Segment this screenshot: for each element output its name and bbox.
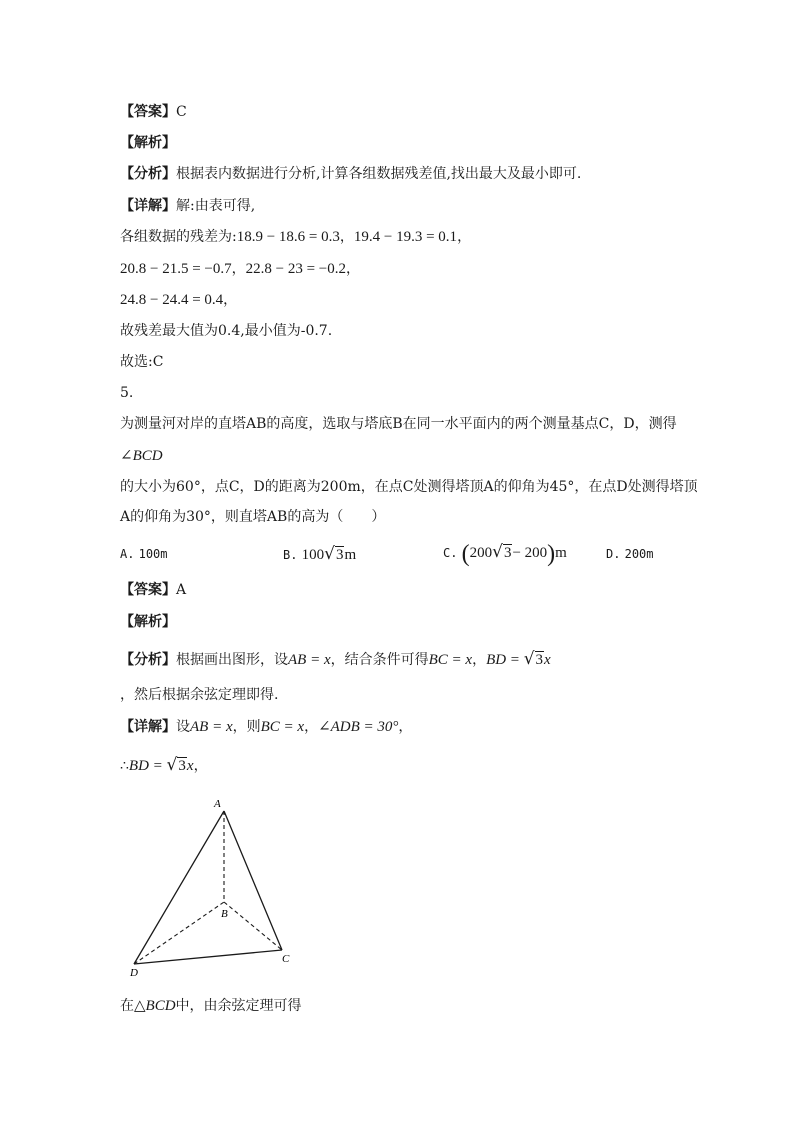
comma-sep-3: ，: [398, 719, 413, 735]
bd-lhs: BD =: [486, 652, 524, 668]
question-stem-line4: A的仰角为30°，则直塔AB的高为（ ）: [120, 509, 386, 525]
detail-tag: 【详解】: [120, 198, 176, 214]
edge-ad: [134, 811, 224, 964]
edge-ac: [224, 811, 282, 950]
bd-x-2: x: [186, 758, 194, 774]
option-d[interactable]: [606, 544, 654, 565]
edge-db: [134, 902, 224, 964]
analysis-text-2c: ，然后根据余弦定理即得.: [120, 687, 279, 703]
question-stem-line1: 为测量河对岸的直塔AB的高度，选取与塔底B在同一水平面内的两个测量基点C，D，测得: [120, 416, 677, 432]
final-line: [120, 996, 302, 1016]
comma-sep-2: ，: [304, 719, 319, 735]
label-a: A: [214, 798, 221, 810]
option-b[interactable]: B. 100√3m: [283, 544, 357, 564]
ab-equals-x-2: AB = x: [190, 719, 233, 735]
option-a-label: A.: [120, 547, 135, 561]
choose-line: [120, 352, 163, 372]
analysis-text: 根据表内数据进行分析,计算各组数据残差值,找出最大及最小即可.: [176, 166, 582, 182]
question-stem-3: [120, 477, 698, 497]
conclusion-text: 故残差最大值为0.4,最小值为-0.7.: [120, 323, 333, 339]
option-b-coef: 100: [301, 547, 325, 563]
label-b: B: [221, 908, 228, 920]
choose-text: 故选:C: [120, 354, 164, 370]
edge-dc: [134, 950, 282, 964]
residual-line-1: 各组数据的残差为:18.9 − 18.6 = 0.3，19.4 − 19.3 = 0.1，: [120, 229, 472, 245]
triangle-bcd: △BCD: [134, 998, 176, 1014]
final-text-1: 在: [120, 998, 134, 1014]
option-c-b: − 200: [512, 545, 548, 561]
bd-lhs-2: BD =: [128, 758, 167, 774]
detail-line-2: [120, 717, 412, 737]
question-number: [120, 383, 133, 403]
comma-sep: ，: [472, 652, 487, 668]
analysis-text-2a: 根据画出图形，设: [176, 652, 288, 668]
analysis-text-2b: ，结合条件可得: [330, 652, 429, 668]
analysis-line-2-cont: [120, 685, 278, 705]
analysis-line-2: 【分析】根据画出图形，设AB = x，结合条件可得BC = x，BD = √3x: [120, 649, 551, 669]
option-a[interactable]: [120, 544, 168, 565]
tetrahedron-figure: [118, 792, 318, 982]
detail-line-1: [120, 196, 255, 216]
question-stem-1: [120, 414, 677, 434]
option-c-radicand: 3: [503, 545, 512, 561]
analysis-heading-tag-2: 【解析】: [120, 614, 176, 630]
option-c[interactable]: C. (200√3− 200)m: [443, 541, 567, 567]
residual-line-2: 20.8 − 21.5 = −0.7，22.8 − 23 = −0.2，: [120, 261, 361, 277]
answer-tag: 【答案】: [120, 104, 176, 120]
option-b-unit: m: [344, 547, 357, 563]
residual-line-3: 24.8 − 24.4 = 0.4，: [120, 292, 238, 308]
analysis-heading-1: [120, 133, 176, 153]
equation-2: 19.4 − 19.3 = 0.1: [353, 229, 458, 245]
bd-x: x: [544, 652, 551, 668]
question-number-text: 5.: [120, 385, 134, 401]
question-stem-line3: 的大小为60°，点C，D的距离为200m，在点C处测得塔顶A的仰角为45°，在点D处测得塔顶: [120, 479, 698, 495]
equation-1: 18.9 − 18.6 = 0.3: [236, 229, 340, 245]
option-c-unit: m: [555, 545, 567, 561]
therefore-symbol: ∴: [120, 758, 129, 774]
comma-sep-4: ，: [193, 758, 208, 774]
equation-3: 20.8 − 21.5 = −0.7: [120, 261, 232, 277]
bd-radicand-2: 3: [178, 758, 186, 774]
option-c-label: C.: [443, 546, 458, 560]
label-d: D: [130, 967, 138, 979]
option-b-radicand: 3: [335, 547, 344, 563]
label-c: C: [282, 953, 290, 965]
detail-text-2a: 设: [176, 719, 190, 735]
option-c-a: 200: [469, 545, 493, 561]
angle-adb: ∠ADB = 30°: [318, 719, 399, 735]
option-d-label: D.: [606, 547, 621, 561]
bc-equals-x: BC = x: [428, 652, 473, 668]
answer-value: C: [176, 104, 187, 120]
residual-intro: 各组数据的残差为:: [120, 229, 237, 245]
therefore-line: ∴BD = √3x，: [120, 755, 208, 775]
question-stem-4: [120, 507, 385, 527]
equation-4: 22.8 − 23 = −0.2: [245, 261, 347, 277]
analysis-heading-tag: 【解析】: [120, 135, 176, 151]
answer-line-2: [120, 580, 186, 600]
option-b-label: B.: [283, 548, 298, 562]
question-stem-2: [120, 446, 163, 466]
answer-value-2: A: [176, 582, 187, 598]
detail-text-2b: ，则: [232, 719, 261, 735]
bc-equals-x-2: BC = x: [260, 719, 305, 735]
edge-bc: [224, 902, 282, 950]
final-text-2: 中，由余弦定理可得: [175, 998, 302, 1014]
detail-tag-2: 【详解】: [120, 719, 176, 735]
equation-5: 24.8 − 24.4 = 0.4: [120, 292, 224, 308]
analysis-tag: 【分析】: [120, 166, 176, 182]
option-a-text: 100m: [138, 547, 168, 561]
angle-bcd: ∠BCD: [120, 448, 163, 464]
conclusion-line: [120, 321, 332, 341]
option-d-text: 200m: [624, 547, 654, 561]
answer-tag-2: 【答案】: [120, 582, 176, 598]
analysis-heading-2: [120, 612, 176, 632]
detail-text: 解:由表可得,: [176, 198, 256, 214]
ab-equals-x: AB = x: [288, 652, 331, 668]
answer-line-1: [120, 102, 187, 122]
bd-radicand: 3: [535, 652, 544, 668]
analysis-line-1: [120, 164, 581, 184]
analysis-tag-2: 【分析】: [120, 652, 176, 668]
